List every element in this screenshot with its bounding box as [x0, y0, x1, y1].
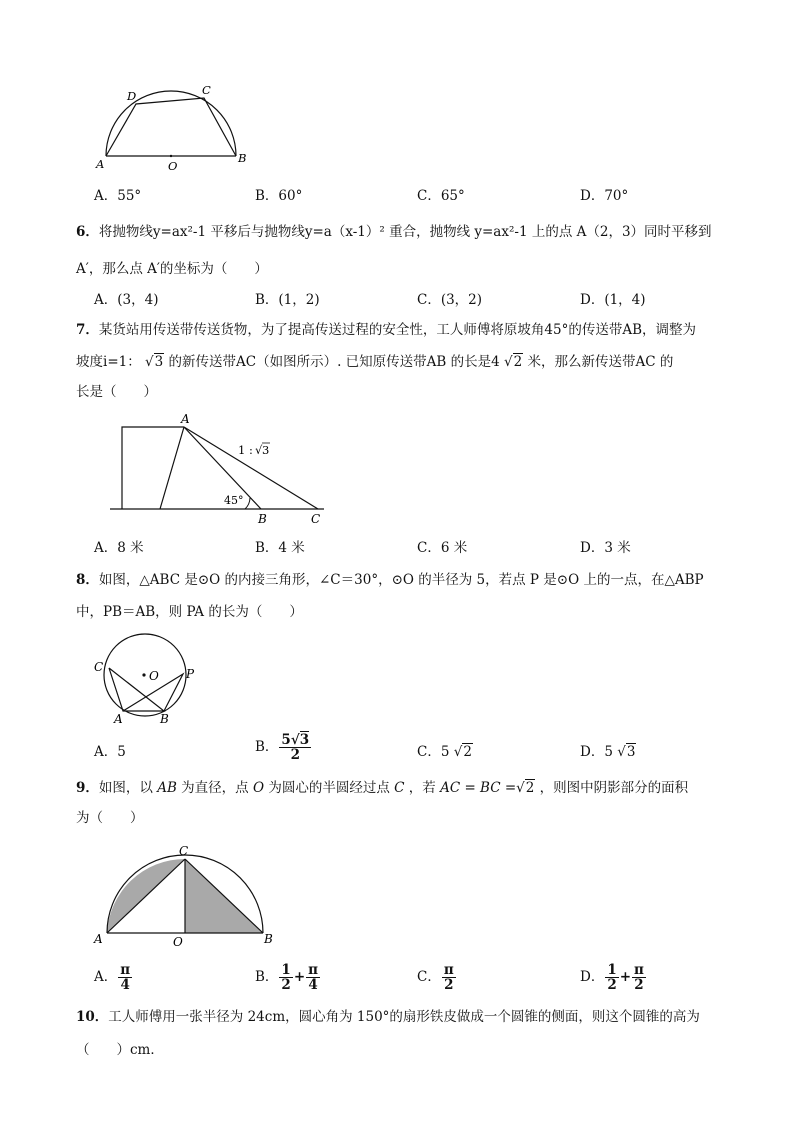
q7-label-angle: 45°	[224, 494, 244, 507]
q9-option-b-frac1: $\frac{1}{2}$	[281, 962, 291, 993]
q7-text2b: 的新传送带AC（如图所示）. 已知原传送带AB 的长是4	[168, 354, 500, 370]
q5-label-c: C	[202, 83, 211, 97]
q7-option-d[interactable]: D．3 米	[580, 540, 631, 556]
q9-option-d-frac2: $\frac{\pi}{2}$	[634, 962, 644, 993]
q5-option-d[interactable]: D．70°	[580, 188, 629, 204]
q10-text1: 工人师傅用一张半径为 24cm，圆心角为 150°的扇形铁皮做成一个圆锥的侧面，则这个圆锥的高为	[108, 1009, 700, 1025]
q7-platform	[122, 427, 184, 509]
q7-label-b: B	[258, 512, 267, 526]
q7-option-a[interactable]: A．8 米	[94, 540, 144, 556]
q6-option-b[interactable]: B．(1，2)	[255, 292, 320, 308]
q6-option-c[interactable]: C．(3，2)	[417, 292, 483, 308]
q6-line2: A′，那么点 A′的坐标为（ ）	[76, 261, 268, 277]
q9-line1	[76, 778, 688, 798]
q7-label-slope: 1 :	[238, 443, 253, 457]
q7-belt-ab	[184, 427, 261, 509]
q9-figure	[90, 842, 280, 950]
q6-option-a[interactable]: A．(3，4)	[94, 292, 159, 308]
q7-option-b[interactable]: B．4 米	[255, 540, 305, 556]
q8-option-b-fraction: $\frac{5√3}{2}$	[281, 732, 310, 763]
q8-text1: 如图，△ABC 是⊙O 的内接三角形，∠C＝30°，⊙O 的半径为 5，若点 P 是⊙O 上的一点，在△ABP	[98, 572, 704, 588]
q9-o: O	[252, 780, 265, 796]
q9-text1c: 为圆心的半圆经过点	[268, 780, 390, 796]
q7-line2	[76, 352, 673, 372]
q9-label-a: A	[94, 932, 103, 946]
q9-label-b: B	[264, 932, 273, 946]
q10-line1	[76, 1007, 700, 1027]
q5-option-a[interactable]: A．55°	[94, 188, 142, 204]
q7-angle-arc	[245, 498, 250, 509]
q8-line1	[76, 570, 704, 590]
q9-label-c: C	[179, 844, 189, 858]
q8-option-c-sqrt: √2	[453, 744, 472, 760]
q7-text1: 某货站用传送带传送货物，为了提高传送过程的安全性，工人师傅将原坡角45°的传送带AB，调整为	[98, 322, 697, 338]
q9-option-d[interactable]	[580, 963, 647, 992]
q6-option-d[interactable]: D．(1，4)	[580, 292, 646, 308]
q10-line2: （ ）cm．	[76, 1042, 164, 1058]
q7-option-c[interactable]: C．6 米	[417, 540, 468, 556]
q7-label-sqrt: √	[255, 443, 263, 457]
q9-number: 9．	[76, 780, 99, 796]
q8-number: 8．	[76, 572, 99, 588]
q7-wall	[160, 427, 184, 509]
q7-text2c: 米，那么新传送带AC 的	[527, 354, 674, 370]
q9-option-b-prefix: B．	[255, 969, 279, 985]
q7-number: 7．	[76, 322, 99, 338]
q7-label-sqrt-rad: 3	[262, 443, 270, 457]
q5-figure	[92, 78, 262, 178]
q7-label-c: C	[311, 512, 321, 526]
q9-text1b: 为直径，点	[181, 780, 249, 796]
q9-text1a: 如图，以	[98, 780, 153, 796]
q8-option-d[interactable]	[580, 742, 636, 762]
q9-option-c-prefix: C．	[417, 969, 441, 985]
q8-figure	[88, 630, 208, 730]
q9-option-a-fraction: $\frac{\pi}{4}$	[120, 962, 131, 993]
q8-center-dot	[142, 673, 145, 676]
q9-option-b-frac2: $\frac{\pi}{4}$	[308, 962, 319, 993]
q8-option-b-prefix: B．	[255, 739, 279, 755]
q9-equation: AC = BC =	[440, 780, 517, 796]
q7-sqrt2: √2	[504, 354, 523, 370]
q9-option-a[interactable]	[94, 963, 133, 992]
q5-option-c[interactable]: C．65°	[417, 188, 465, 204]
q9-text1d: ，若	[408, 780, 436, 796]
q7-sqrt3: √3	[145, 354, 164, 370]
q6-line1	[76, 222, 712, 242]
q8-line2: 中，PB＝AB，则 PA 的长为（ ）	[76, 604, 303, 620]
q5-label-a: A	[96, 157, 105, 171]
q5-label-d: D	[127, 89, 137, 103]
q5-label-b: B	[238, 151, 247, 165]
q8-label-c: C	[94, 660, 104, 674]
q7-line1	[76, 320, 696, 340]
q5-center-dot	[170, 155, 172, 157]
q9-c: C	[394, 780, 405, 796]
q7-label-a: A	[181, 412, 190, 426]
q9-option-c[interactable]	[417, 963, 457, 992]
q9-sqrt2: √2	[516, 780, 535, 796]
q6-number: 6．	[76, 224, 99, 240]
q9-option-d-prefix: D．	[580, 969, 605, 985]
q8-option-b[interactable]	[255, 733, 312, 762]
q8-option-d-sqrt: √3	[617, 744, 636, 760]
q9-text1e: ，则图中阴影部分的面积	[539, 780, 689, 796]
q9-option-d-plus: +	[619, 969, 632, 985]
q9-option-b[interactable]	[255, 963, 321, 992]
q8-option-c-prefix: C．5	[417, 744, 450, 760]
q9-option-c-fraction: $\frac{\pi}{2}$	[443, 962, 454, 993]
q5-label-o: O	[168, 159, 178, 173]
q5-option-b[interactable]: B．60°	[255, 188, 303, 204]
q8-label-p: P	[186, 667, 195, 681]
q9-ab: AB	[157, 780, 177, 796]
q8-label-a: A	[114, 712, 123, 726]
q7-text2a: 坡度i=1：	[76, 354, 141, 370]
q7-line3: 长是（ ）	[76, 384, 157, 400]
q8-option-a[interactable]: A．5	[94, 744, 126, 760]
q7-belt-ac	[184, 427, 318, 509]
q9-line2: 为（ ）	[76, 810, 144, 826]
q5-quadrilateral	[106, 98, 236, 156]
q7-figure	[104, 412, 328, 528]
q9-option-a-prefix: A．	[94, 969, 118, 985]
q8-option-c[interactable]	[417, 742, 473, 762]
q8-label-b: B	[160, 712, 169, 726]
q8-option-d-prefix: D．5	[580, 744, 613, 760]
q9-option-d-frac1: $\frac{1}{2}$	[607, 962, 617, 993]
q10-number: 10．	[76, 1009, 109, 1025]
q9-label-o: O	[173, 935, 183, 949]
q6-text1: 将抛物线y=ax²-1 平移后与抛物线y=a（x-1）² 重合，抛物线 y=ax²-1 上的点 A（2，3）同时平移到	[98, 224, 712, 240]
q8-label-o: O	[149, 669, 159, 683]
q9-option-b-plus: +	[293, 969, 306, 985]
